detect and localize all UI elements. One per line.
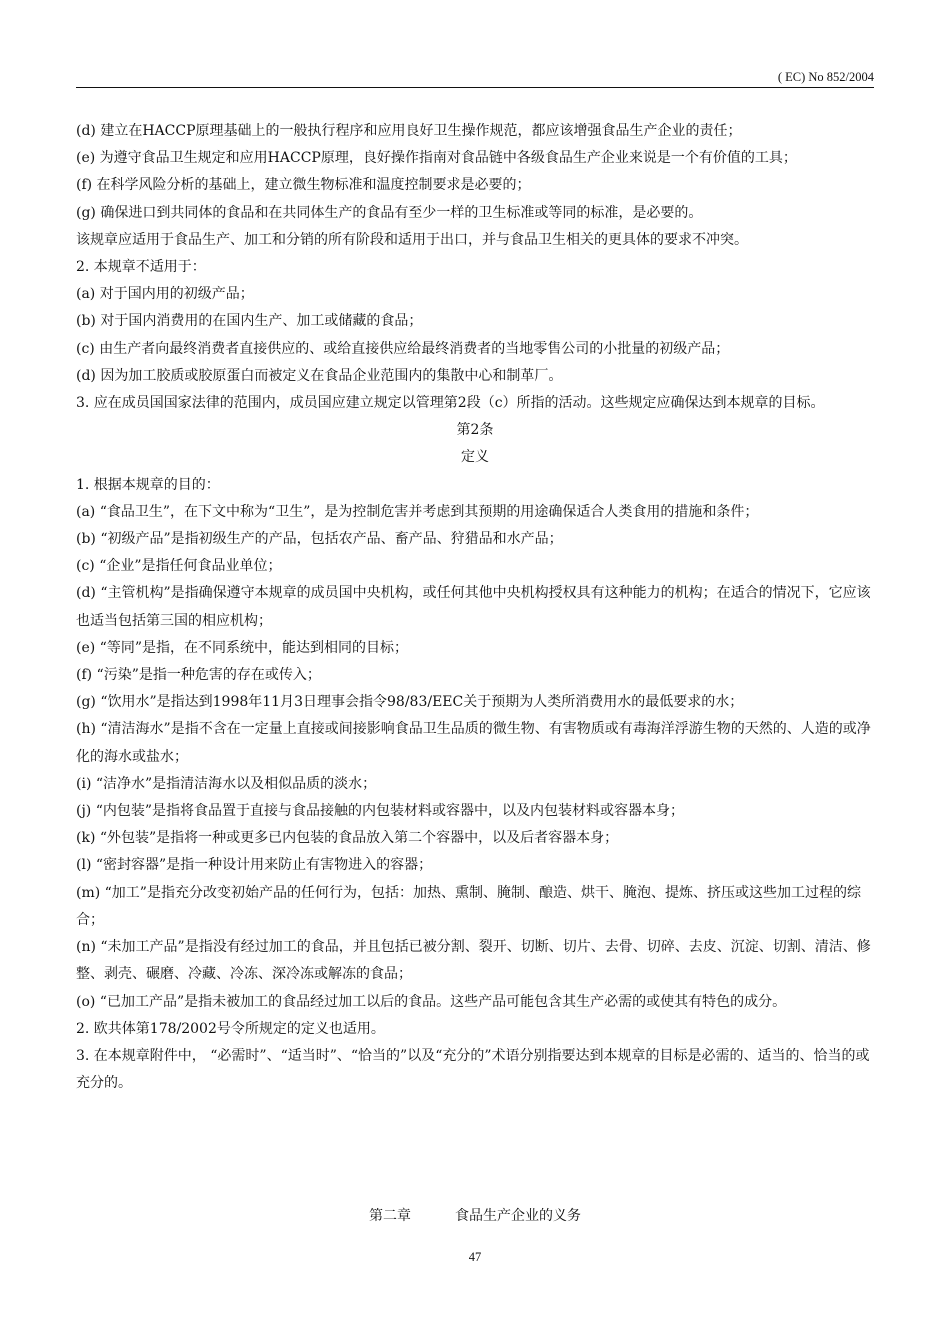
paragraph-2d: (d) 因为加工胶质或胶原蛋白而被定义在食品企业范围内的集散中心和制革厂。 <box>76 367 563 384</box>
article-number: 第2条 <box>456 422 494 439</box>
paragraph-2b: (b) 对于国内消费用的在国内生产、加工或储藏的食品； <box>76 313 423 330</box>
chapter-heading <box>76 1205 874 1227</box>
article-title: 定义 <box>461 449 489 466</box>
definition-l: (l) “密封容器”是指一种设计用来防止有害物进入的容器； <box>76 857 433 874</box>
definition-f: (f) “污染”是指一种危害的存在或传入； <box>76 667 321 684</box>
definition-o: (o) “已加工产品”是指未被加工的食品经过加工以后的食品。这些产品可能包含其生产必需的或使其有特色的成分。 <box>76 993 787 1010</box>
definition-i: (i) “洁净水”是指清洁海水以及相似品质的淡水； <box>76 775 377 792</box>
paragraph-3: 3. 应在成员国国家法律的范围内，成员国应建立规定以管理第2段（c）所指的活动。这些规定应确保达到本规章的目标。 <box>76 395 825 412</box>
definition-k: (k) “外包装”是指将一种或更多已内包装的食品放入第二个容器中，以及后者容器本身； <box>76 830 619 847</box>
definition-b: (b) “初级产品”是指初级生产的产品，包括农产品、畜产品、狩猎品和水产品； <box>76 531 563 548</box>
chapter-number: 第二章 <box>369 1208 411 1224</box>
definition-j: (j) “内包装”是指将食品置于直接与食品接触的内包装材料或容器中，以及内包装材料或容器本身； <box>76 803 685 820</box>
definition-d: (d) “主管机构”是指确保遵守本规章的成员国中央机构，或任何其他中央机构授权具有这种能力的机构；在适合的情况下，它应该也适当包括第三国的相应机构； <box>76 585 871 629</box>
definitions-intro: 1. 根据本规章的目的： <box>76 476 220 493</box>
paragraph-2-heading: 2. 本规章不适用于： <box>76 259 206 276</box>
paragraph-scope: 该规章应适用于食品生产、加工和分销的所有阶段和适用于出口，并与食品卫生相关的更具体的要求不冲突。 <box>76 231 748 248</box>
paragraph-e: (e) 为遵守食品卫生规定和应用HACCP原理，良好操作指南对食品链中各级食品生产企业来说是一个有价值的工具； <box>76 150 797 167</box>
definitions-2: 2. 欧共体第178/2002号令所规定的定义也适用。 <box>76 1020 385 1037</box>
paragraph-g: (g) 确保进口到共同体的食品和在共同体生产的食品有至少一样的卫生标准或等同的标准，是必要的。 <box>76 204 703 221</box>
paragraph-f: (f) 在科学风险分析的基础上，建立微生物标准和温度控制要求是必要的； <box>76 177 531 194</box>
page-number: 47 <box>468 1250 482 1264</box>
definition-e: (e) “等同”是指，在不同系统中，能达到相同的目标； <box>76 639 408 656</box>
paragraph-d: (d) 建立在HACCP原理基础上的一般执行程序和应用良好卫生操作规范，都应该增强食品生产企业的责任； <box>76 123 742 139</box>
chapter-title: 食品生产企业的义务 <box>455 1208 581 1224</box>
document-body <box>76 118 874 1097</box>
definition-c: (c) “企业”是指任何食品业单位； <box>76 558 282 575</box>
paragraph-2c: (c) 由生产者向最终消费者直接供应的、或给直接供应给最终消费者的当地零售公司的小批量的初级产品； <box>76 340 730 357</box>
definitions-3: 3. 在本规章附件中， “必需时”、“适当时”、“恰当的”以及“充分的”术语分别指要达到本规章的目标是必需的、适当的、恰当的或充分的。 <box>76 1047 870 1092</box>
definition-g: (g) “饮用水”是指达到1998年11月3日理事会指令98/83/EEC关于预期为人类所消费用水的最低要求的水； <box>76 694 744 711</box>
definition-h: (h) “清洁海水”是指不含在一定量上直接或间接影响食品卫生品质的微生物、有害物质或有毒海洋浮游生物的天然的、人造的或净化的海水或盐水； <box>76 721 871 765</box>
definition-n: (n) “未加工产品”是指没有经过加工的食品，并且包括已被分割、裂开、切断、切片、去骨、切碎、去皮、沉淀、切割、清洁、修整、剥壳、碾磨、冷藏、冷冻、深冷冻或解冻的食品； <box>76 939 871 983</box>
definition-m: (m) “加工”是指充分改变初始产品的任何行为，包括：加热、熏制、腌制、酿造、烘干、腌泡、提炼、挤压或这些加工过程的综合； <box>76 884 861 928</box>
running-header: ( EC) No 852/2004 <box>777 70 874 84</box>
header-rule <box>76 87 874 88</box>
definition-a: (a) “食品卫生”，在下文中称为“卫生”，是为控制危害并考虑到其预期的用途确保适合人类食用的措施和条件； <box>76 503 759 520</box>
paragraph-2a: (a) 对于国内用的初级产品； <box>76 286 254 303</box>
